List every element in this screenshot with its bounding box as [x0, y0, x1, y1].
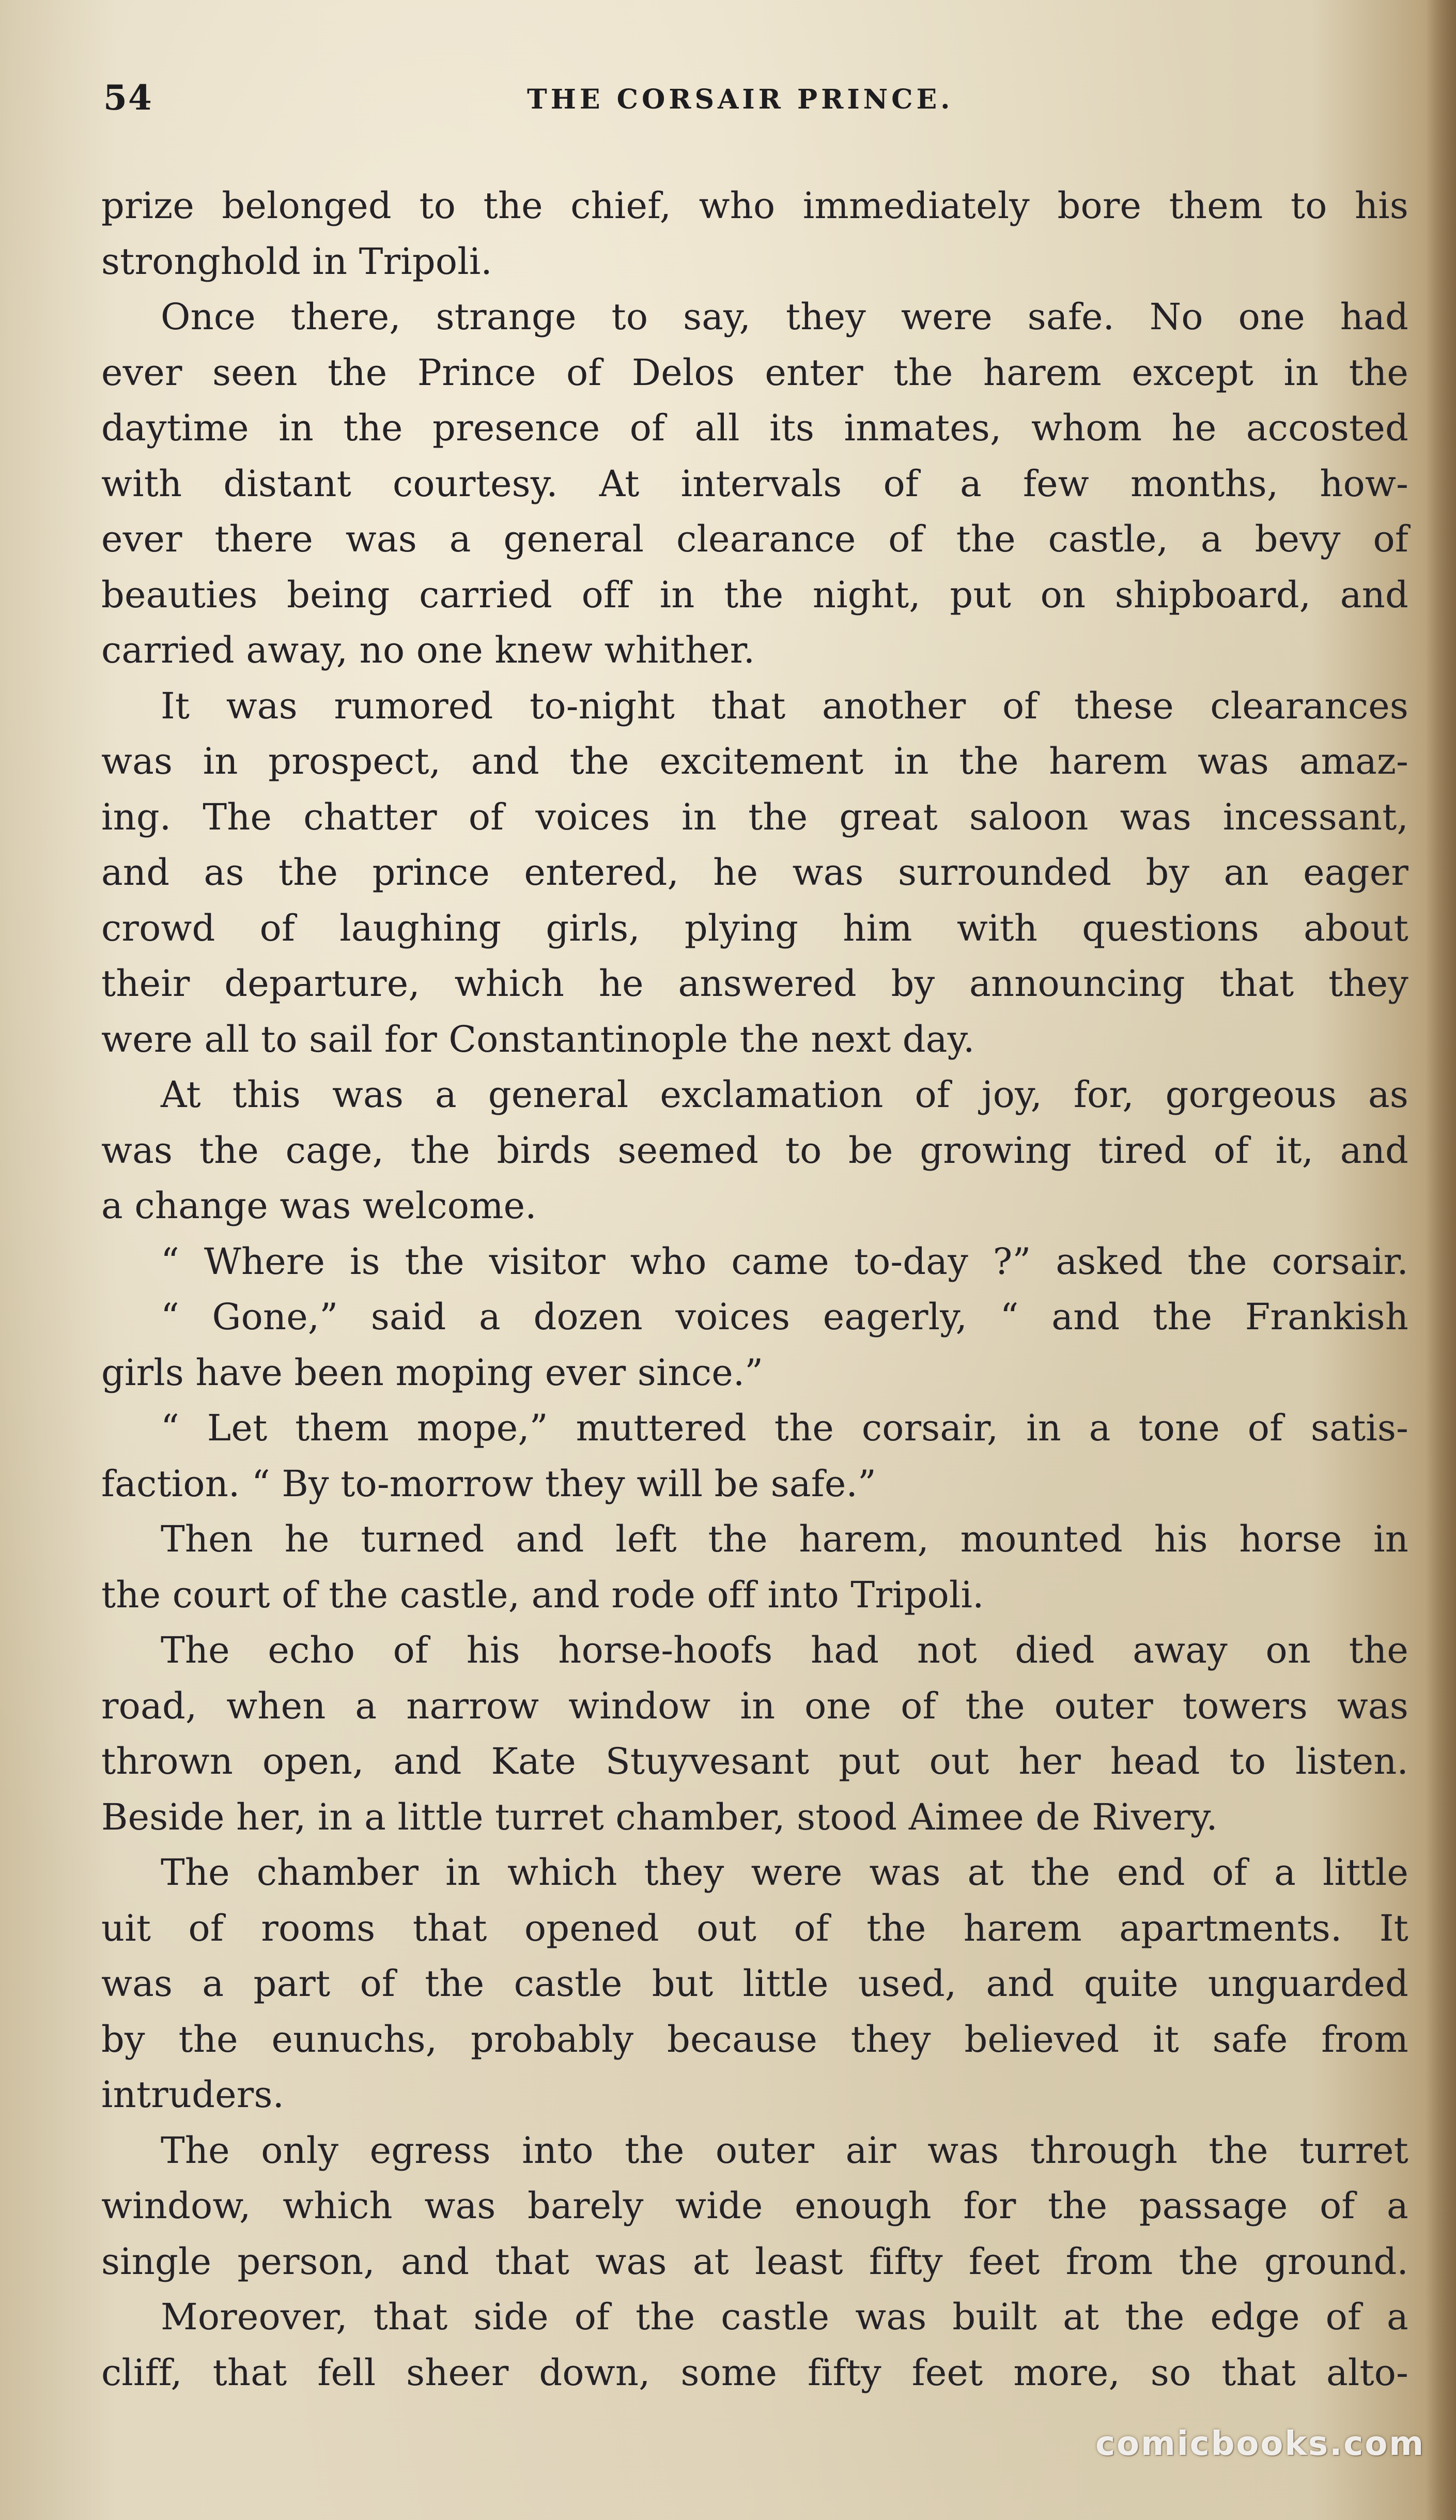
text-line: a change was welcome. — [101, 1185, 537, 1227]
text-line: It was rumored to-night that another of these clearances — [161, 684, 1408, 727]
text-line: and as the prince entered, he was surrounded by an eager — [101, 851, 1408, 894]
text-line: girls have been moping ever since.” — [101, 1351, 764, 1394]
text-line: with distant courtesy. At intervals of a few months, how- — [101, 462, 1408, 505]
text-line: cliff, that fell sheer down, some fifty feet more, so that alto- — [101, 2351, 1408, 2394]
text-line: carried away, no one knew whither. — [101, 629, 755, 671]
text-line: ever there was a general clearance of the castle, a bevy of — [101, 518, 1408, 560]
text-line: faction. “ By to-morrow they will be safe.” — [101, 1462, 876, 1505]
text-line: “ Where is the visitor who came to-day ?” asked the corsair. — [161, 1240, 1408, 1283]
text-line: Once there, strange to say, they were safe. No one had — [161, 296, 1408, 338]
text-line: was the cage, the birds seemed to be growing tired of it, and — [101, 1129, 1408, 1172]
text-line: stronghold in Tripoli. — [101, 240, 492, 283]
watermark-text: comicbooks.com — [1095, 2425, 1425, 2463]
text-line: was in prospect, and the excitement in the harem was amaz- — [101, 740, 1408, 782]
body-text — [101, 178, 1408, 2401]
page-number: 54 — [103, 78, 153, 118]
text-line: daytime in the presence of all its inmates, whom he accosted — [101, 407, 1408, 449]
text-line: single person, and that was at least fifty feet from the ground. — [101, 2240, 1408, 2283]
text-line: Moreover, that side of the castle was built at the edge of a — [161, 2296, 1408, 2338]
text-line: uit of rooms that opened out of the harem apartments. It — [101, 1907, 1408, 1949]
text-line: The echo of his horse-hoofs had not died away on the — [161, 1629, 1408, 1671]
text-line: The only egress into the outer air was through the turret — [161, 2129, 1408, 2172]
text-line: thrown open, and Kate Stuyvesant put out her head to listen. — [101, 1740, 1408, 1783]
text-line: was a part of the castle but little used, and quite unguarded — [101, 1962, 1408, 2005]
running-head: THE CORSAIR PRINCE. — [527, 84, 954, 115]
text-line: beauties being carried off in the night, put on shipboard, and — [101, 573, 1408, 616]
text-line: intruders. — [101, 2073, 285, 2116]
text-line: Then he turned and left the harem, mounted his horse in — [161, 1518, 1408, 1560]
text-line: crowd of laughing girls, plying him with questions about — [101, 906, 1408, 949]
text-line: At this was a general exclamation of joy, for, gorgeous as — [161, 1073, 1408, 1116]
text-line: ever seen the Prince of Delos enter the harem except in the — [101, 351, 1408, 394]
text-line: ing. The chatter of voices in the great saloon was incessant, — [101, 795, 1408, 838]
text-line: The chamber in which they were was at the end of a little — [161, 1851, 1408, 1894]
text-line: road, when a narrow window in one of the outer towers was — [101, 1684, 1408, 1727]
text-line: “ Let them mope,” muttered the corsair, in a tone of satis- — [161, 1407, 1408, 1449]
text-line: the court of the castle, and rode off into Tripoli. — [101, 1573, 984, 1616]
text-line: window, which was barely wide enough for the passage of a — [101, 2185, 1408, 2227]
text-line: by the eunuchs, probably because they believed it safe from — [101, 2018, 1408, 2061]
text-line: prize belonged to the chief, who immediately bore them to his — [101, 185, 1408, 227]
page-header — [103, 78, 1405, 124]
text-line: “ Gone,” said a dozen voices eagerly, “ and the Frankish — [161, 1296, 1408, 1338]
text-line: Beside her, in a little turret chamber, stood Aimee de Rivery. — [101, 1795, 1218, 1838]
text-line: were all to sail for Constantinople the next day. — [101, 1018, 975, 1061]
text-line: their departure, which he answered by announcing that they — [101, 962, 1408, 1005]
